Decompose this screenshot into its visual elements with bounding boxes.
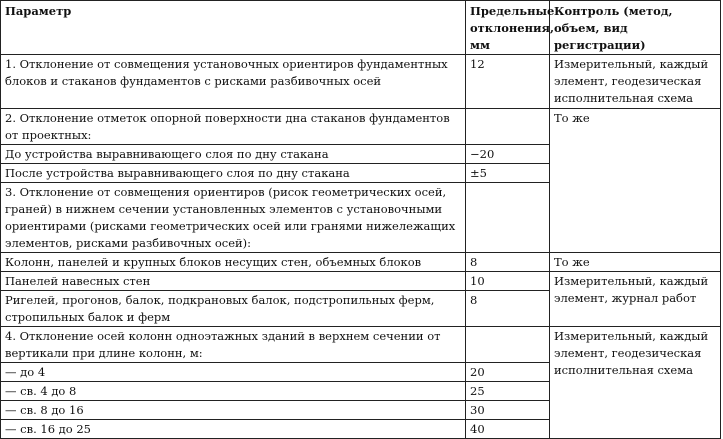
param-cell: 3. Отклонение от совмещения ориентиров (рисок геометрических осей, граней) в нижнем сечении установленных элементов с установочными ориентирами (рисками геометрических осей или гранями нижележащих элементов, рисками разбивочных осей): [1, 183, 466, 253]
value-cell: 25 [466, 382, 550, 401]
control-cell: То же [550, 253, 721, 272]
table-row [1, 272, 721, 291]
value-cell: 40 [466, 420, 550, 439]
value-cell: 30 [466, 401, 550, 420]
param-cell: — св. 16 до 25 [1, 420, 466, 439]
param-cell: После устройства выравнивающего слоя по дну стакана [1, 164, 466, 183]
table-header-row [1, 1, 721, 55]
param-cell: 1. Отклонение от совмещения установочных ориентиров фундаментных блоков и стаканов фундаментов с рисками разбивочных осей [1, 55, 466, 109]
control-cell: Измерительный, каждый элемент, геодезическая исполнительная схема [550, 327, 721, 439]
header-param: Параметр [1, 1, 466, 55]
table-row [1, 55, 721, 109]
param-cell: — до 4 [1, 363, 466, 382]
param-cell: До устройства выравнивающего слоя по дну стакана [1, 145, 466, 164]
param-cell: — св. 8 до 16 [1, 401, 466, 420]
table-row [1, 327, 721, 363]
header-control: Контроль (метод, объем, вид регистрации) [550, 1, 721, 55]
header-deviation: Предельные отклонения, мм [466, 1, 550, 55]
value-cell [466, 183, 550, 253]
control-cell: Измерительный, каждый элемент, геодезическая исполнительная схема [550, 55, 721, 109]
value-cell: 10 [466, 272, 550, 291]
param-cell: Колонн, панелей и крупных блоков несущих стен, объемных блоков [1, 253, 466, 272]
param-cell: Панелей навесных стен [1, 272, 466, 291]
control-cell: То же [550, 109, 721, 253]
value-cell: −20 [466, 145, 550, 164]
param-cell: 2. Отклонение отметок опорной поверхности дна стаканов фундаментов от проектных: [1, 109, 466, 145]
param-cell: 4. Отклонение осей колонн одноэтажных зданий в верхнем сечении от вертикали при длине колонн, м: [1, 327, 466, 363]
value-cell: 20 [466, 363, 550, 382]
param-cell: Ригелей, прогонов, балок, подкрановых балок, подстропильных ферм, стропильных балок и ферм [1, 291, 466, 327]
value-cell [466, 109, 550, 145]
value-cell: ±5 [466, 164, 550, 183]
value-cell: 12 [466, 55, 550, 109]
value-cell [466, 327, 550, 363]
table-row [1, 109, 721, 145]
value-cell: 8 [466, 291, 550, 327]
control-cell: Измерительный, каждый элемент, журнал работ [550, 272, 721, 327]
table-row [1, 253, 721, 272]
value-cell: 8 [466, 253, 550, 272]
param-cell: — св. 4 до 8 [1, 382, 466, 401]
